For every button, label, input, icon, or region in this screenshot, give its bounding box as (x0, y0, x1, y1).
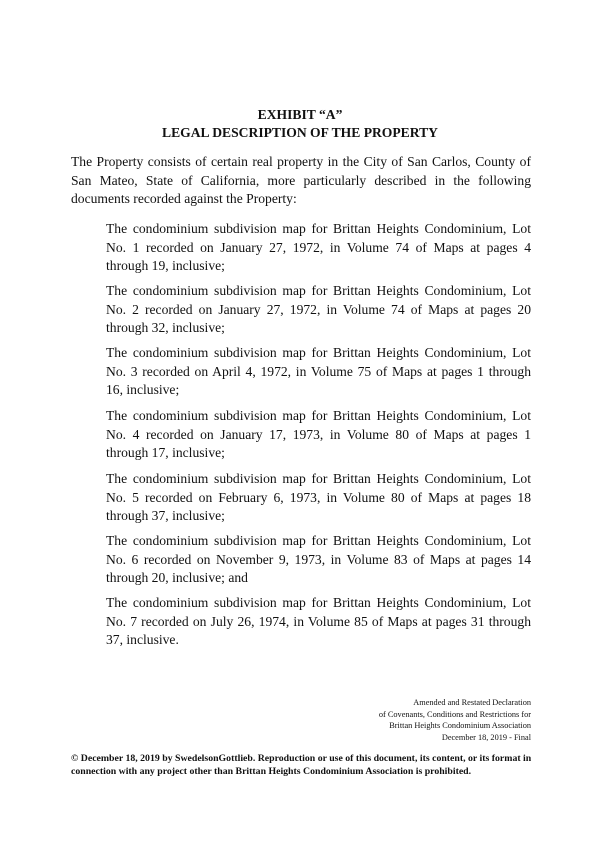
lot-description: The condominium subdivision map for Brittan Heights Condominium, Lot No. 6 recorded on November 9, 1973, in Volume 83 of Maps at pages 14 through 20, inclusive; and (106, 533, 531, 585)
legal-description-heading: LEGAL DESCRIPTION OF THE PROPERTY (162, 125, 438, 140)
document-footer (271, 697, 531, 743)
lot-description: The condominium subdivision map for Brittan Heights Condominium, Lot No. 5 recorded on February 6, 1973, in Volume 80 of Maps at pages 18 through 37, inclusive; (106, 471, 531, 523)
lot-description: The condominium subdivision map for Brittan Heights Condominium, Lot No. 2 recorded on January 27, 1972, in Volume 74 of Maps at pages 20 through 32, inclusive; (106, 283, 531, 335)
footer-line: Brittan Heights Condominium Association (389, 721, 531, 730)
document-title (0, 106, 600, 142)
lot-description: The condominium subdivision map for Brittan Heights Condominium, Lot No. 3 recorded on April 4, 1972, in Volume 75 of Maps at pages 1 through 16, inclusive; (106, 345, 531, 397)
intro-paragraph: The Property consists of certain real property in the City of San Carlos, County of San Mateo, State of California, more particularly described in the following documents recorded against the Property: (71, 154, 531, 206)
lot-description: The condominium subdivision map for Brittan Heights Condominium, Lot No. 4 recorded on January 17, 1973, in Volume 80 of Maps at pages 1 through 17, inclusive; (106, 408, 531, 460)
footer-line: of Covenants, Conditions and Restrictions for (378, 709, 531, 719)
exhibit-heading: EXHIBIT “A” (257, 107, 343, 122)
lot-description: The condominium subdivision map for Brittan Heights Condominium, Lot No. 7 recorded on July 26, 1974, in Volume 85 of Maps at pages 31 through 37, inclusive. (106, 595, 531, 647)
footer-line: Amended and Restated Declaration (413, 698, 531, 707)
lot-description: The condominium subdivision map for Brittan Heights Condominium, Lot No. 1 recorded on January 27, 1972, in Volume 74 of Maps at pages 4 through 19, inclusive; (106, 221, 531, 273)
copyright-notice: © December 18, 2019 by SwedelsonGottlieb. Reproduction or use of this document, its content, or its format in connection with any project other than Brittan Heights Condominium Association is prohibited. (71, 753, 532, 777)
footer-line: December 18, 2019 - Final (441, 732, 531, 742)
